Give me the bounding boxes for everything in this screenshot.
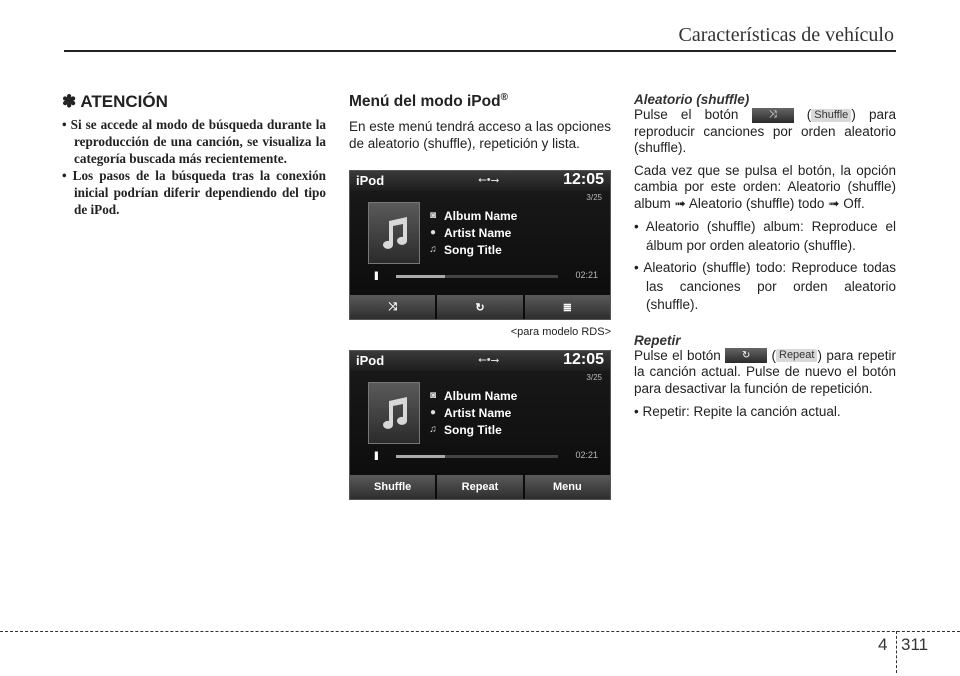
menu-intro: En este menú tendrá acceso a las opciones de aleatorio (shuffle), repetición y lista. [349,119,611,151]
shuffle-bullet: • Aleatorio (shuffle) album: Reproduce el álbum por orden aleatorio (shuffle). [634,219,896,253]
page-number: 311 [901,635,929,654]
repeat-button[interactable]: Repeat [437,475,522,499]
notice-title: ✽ ATENCIÓN [62,92,168,111]
pause-icon[interactable]: II [374,269,377,284]
notice-box [62,92,326,218]
screen-button-bar [350,475,610,499]
album-row: ◙ Album Name [427,387,517,404]
elapsed-time: 02:21 [575,270,598,281]
note-icon: ♫ [429,244,437,256]
usb-icon: ⭠•⭢ [478,354,500,367]
notice-item: • Los pasos de la búsqueda tras la conexión inicial podrían diferir dependiendo del tipo de iPod. [62,168,326,217]
note-icon: ♫ [429,424,437,436]
album-art [368,382,420,444]
page-header-title: Características de vehículo [678,24,894,46]
album-art [368,202,420,264]
elapsed-time: 02:21 [575,450,598,461]
ipod-screen-rds [349,170,611,320]
footer-page-divider [896,631,897,673]
track-counter: 3/25 [586,193,602,203]
album-row: ◙ Album Name [427,207,517,224]
chapter-number: 4 [878,635,888,654]
repeat-bullet: • Repetir: Repite la canción actual. [634,404,841,419]
repeat-tag: Repeat [776,349,817,362]
menu-section-title: Menú del modo iPod® [349,92,508,111]
album-icon: ◙ [429,390,437,402]
screen-clock: 12:05 [563,171,604,189]
song-row: ♫ Song Title [427,421,517,438]
progress-fill [396,275,445,278]
progress-bar[interactable] [396,275,558,278]
progress-fill [396,455,445,458]
menu-section [349,92,611,500]
screen-mode-label: iPod [356,353,385,369]
options-section [634,92,896,426]
repeat-instructions: Pulse el botón ↻ ( Repeat ) para repetir la canción actual. Pulse de nuevo el botón para desactivar la función de repetición. [634,347,896,396]
shuffle-icon: ⤨ [752,108,794,123]
shuffle-bullet: • Aleatorio (shuffle) todo: Reproduce todas las canciones por orden aleatorio (shuffle). [634,260,896,312]
artist-row: ● Artist Name [427,404,517,421]
song-info [427,207,517,258]
shuffle-order-text: Cada vez que se pulsa el botón, la opción cambia por este orden: Aleatorio (shuffle) album ➟ Aleatorio (shuffle) todo ➟ Off. [634,162,896,211]
shuffle-instructions: Pulse el botón ⤨ ( Shuffle ) para reproducir canciones por orden aleatorio (shuffle). [634,107,897,155]
footer-divider [0,631,960,632]
repeat-button[interactable]: ↻ [437,295,522,319]
screen-caption: <para modelo RDS> [510,326,611,339]
screen-clock: 12:05 [563,351,604,369]
menu-button[interactable]: Menu [525,475,610,499]
pause-icon[interactable]: II [374,449,377,464]
person-icon: ● [429,407,437,419]
music-note-icon [379,217,411,251]
artist-row: ● Artist Name [427,224,517,241]
usb-icon: ⭠•⭢ [478,174,500,187]
list-button[interactable]: ≣ [525,295,610,319]
header-divider [64,50,896,52]
repeat-title: Repetir [634,332,681,348]
progress-bar[interactable] [396,455,558,458]
screen-button-bar [350,295,610,319]
screen-mode-label: iPod [356,173,385,189]
shuffle-title: Aleatorio (shuffle) [634,92,750,107]
notice-list [62,116,326,218]
music-note-icon [379,397,411,431]
repeat-icon: ↻ [725,348,767,363]
shuffle-button[interactable]: Shuffle [350,475,435,499]
shuffle-button[interactable]: ⤨ [350,295,435,319]
album-icon: ◙ [429,210,437,222]
registered-mark: ® [500,92,508,103]
shuffle-tag: Shuffle [811,109,851,122]
person-icon: ● [429,227,437,239]
song-info [427,387,517,438]
notice-item: • Si se accede al modo de búsqueda durante la reproducción de una canción, se visualiza la categoría buscada más recientemente. [62,117,326,166]
track-counter: 3/25 [586,373,602,383]
ipod-screen-standard [349,350,611,500]
song-row: ♫ Song Title [427,241,517,258]
